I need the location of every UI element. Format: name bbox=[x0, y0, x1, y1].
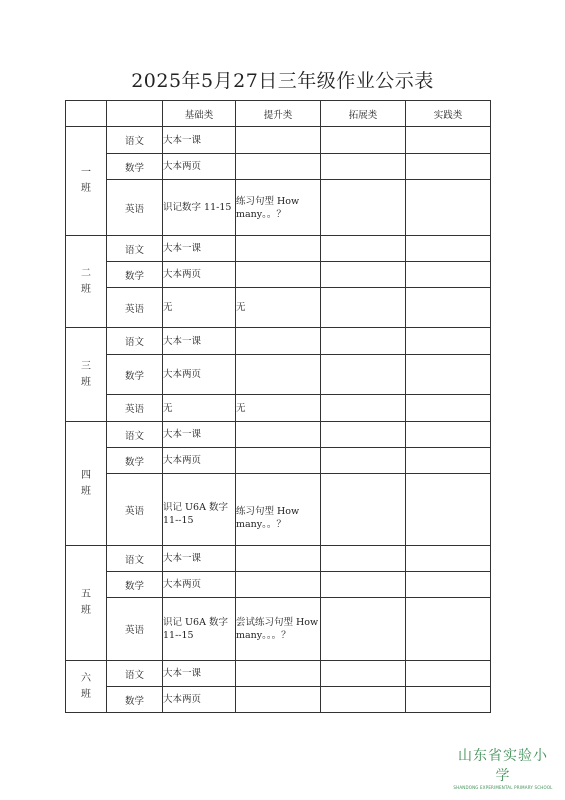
table-row bbox=[66, 236, 491, 262]
class-label: 三 班 bbox=[66, 328, 107, 422]
practice-cell bbox=[406, 687, 491, 713]
improve-cell bbox=[236, 572, 321, 598]
table-row bbox=[66, 661, 491, 687]
practice-cell bbox=[406, 127, 491, 154]
basic-cell: 大本一课 bbox=[163, 328, 236, 355]
extend-cell bbox=[321, 572, 406, 598]
table-row bbox=[66, 262, 491, 288]
page-title: 2025年5月27日三年级作业公示表 bbox=[131, 70, 434, 92]
basic-cell: 无 bbox=[163, 288, 236, 328]
improve-cell bbox=[236, 355, 321, 395]
extend-cell bbox=[321, 236, 406, 262]
header-cell-practice: 实践类 bbox=[406, 101, 491, 127]
improve-cell bbox=[236, 422, 321, 448]
table-row bbox=[66, 127, 491, 154]
table-row bbox=[66, 598, 491, 661]
extend-cell bbox=[321, 598, 406, 661]
class-label: 五 班 bbox=[66, 546, 107, 661]
basic-cell: 大本一课 bbox=[163, 127, 236, 154]
homework-table bbox=[65, 100, 491, 713]
basic-cell: 识记数字 11-15 bbox=[163, 180, 236, 236]
extend-cell bbox=[321, 355, 406, 395]
subject-cell: 英语 bbox=[107, 288, 163, 328]
subject-cell: 英语 bbox=[107, 395, 163, 422]
extend-cell bbox=[321, 127, 406, 154]
improve-cell: 练习句型 How many。。？ bbox=[236, 474, 321, 546]
improve-cell bbox=[236, 328, 321, 355]
subject-cell: 语文 bbox=[107, 236, 163, 262]
extend-cell bbox=[321, 661, 406, 687]
extend-cell bbox=[321, 395, 406, 422]
practice-cell bbox=[406, 448, 491, 474]
basic-cell: 无 bbox=[163, 395, 236, 422]
subject-cell: 数学 bbox=[107, 262, 163, 288]
basic-cell: 识记 U6A 数字 11--15 bbox=[163, 474, 236, 546]
practice-cell bbox=[406, 546, 491, 572]
practice-cell bbox=[406, 572, 491, 598]
table-row bbox=[66, 422, 491, 448]
practice-cell bbox=[406, 180, 491, 236]
extend-cell bbox=[321, 546, 406, 572]
subject-cell: 数学 bbox=[107, 448, 163, 474]
practice-cell bbox=[406, 328, 491, 355]
subject-cell: 数学 bbox=[107, 355, 163, 395]
subject-cell: 数学 bbox=[107, 572, 163, 598]
header-cell-improve: 提升类 bbox=[236, 101, 321, 127]
basic-cell: 大本两页 bbox=[163, 687, 236, 713]
extend-cell bbox=[321, 288, 406, 328]
practice-cell bbox=[406, 422, 491, 448]
improve-cell bbox=[236, 262, 321, 288]
extend-cell bbox=[321, 474, 406, 546]
practice-cell bbox=[406, 598, 491, 661]
practice-cell bbox=[406, 262, 491, 288]
basic-cell: 大本两页 bbox=[163, 572, 236, 598]
header-row bbox=[66, 101, 491, 127]
table-row bbox=[66, 448, 491, 474]
extend-cell bbox=[321, 154, 406, 180]
basic-cell: 大本一课 bbox=[163, 422, 236, 448]
practice-cell bbox=[406, 661, 491, 687]
extend-cell bbox=[321, 180, 406, 236]
table-row bbox=[66, 288, 491, 328]
basic-cell: 识记 U6A 数字 11--15 bbox=[163, 598, 236, 661]
improve-cell: 尝试练习句型 How many。。。？ bbox=[236, 598, 321, 661]
subject-cell: 数学 bbox=[107, 687, 163, 713]
header-cell-class bbox=[66, 101, 107, 127]
improve-cell bbox=[236, 661, 321, 687]
improve-cell bbox=[236, 448, 321, 474]
subject-cell: 英语 bbox=[107, 474, 163, 546]
basic-cell: 大本两页 bbox=[163, 154, 236, 180]
subject-cell: 语文 bbox=[107, 661, 163, 687]
extend-cell bbox=[321, 422, 406, 448]
subject-cell: 英语 bbox=[107, 598, 163, 661]
table-row bbox=[66, 572, 491, 598]
improve-cell bbox=[236, 127, 321, 154]
table-row bbox=[66, 180, 491, 236]
school-logo bbox=[453, 745, 553, 790]
table-row bbox=[66, 154, 491, 180]
improve-cell bbox=[236, 236, 321, 262]
practice-cell bbox=[406, 395, 491, 422]
practice-cell bbox=[406, 236, 491, 262]
improve-cell: 无 bbox=[236, 395, 321, 422]
header-cell-extend: 拓展类 bbox=[321, 101, 406, 127]
table-row bbox=[66, 546, 491, 572]
extend-cell bbox=[321, 687, 406, 713]
table-row bbox=[66, 355, 491, 395]
basic-cell: 大本两页 bbox=[163, 448, 236, 474]
basic-cell: 大本一课 bbox=[163, 661, 236, 687]
class-label: 四 班 bbox=[66, 422, 107, 546]
extend-cell bbox=[321, 328, 406, 355]
practice-cell bbox=[406, 154, 491, 180]
improve-cell: 无 bbox=[236, 288, 321, 328]
school-name-en: SHANDONG EXPERIMENTAL PRIMARY SCHOOL bbox=[453, 785, 553, 790]
class-label: 一 班 bbox=[66, 127, 107, 236]
header-cell-subject bbox=[107, 101, 163, 127]
practice-cell bbox=[406, 288, 491, 328]
basic-cell: 大本一课 bbox=[163, 236, 236, 262]
extend-cell bbox=[321, 448, 406, 474]
practice-cell bbox=[406, 474, 491, 546]
subject-cell: 语文 bbox=[107, 328, 163, 355]
subject-cell: 英语 bbox=[107, 180, 163, 236]
improve-cell bbox=[236, 546, 321, 572]
basic-cell: 大本一课 bbox=[163, 546, 236, 572]
subject-cell: 语文 bbox=[107, 546, 163, 572]
table-row bbox=[66, 328, 491, 355]
extend-cell bbox=[321, 262, 406, 288]
table-row bbox=[66, 474, 491, 546]
header-cell-basic: 基础类 bbox=[163, 101, 236, 127]
basic-cell: 大本两页 bbox=[163, 355, 236, 395]
class-label: 二 班 bbox=[66, 236, 107, 328]
improve-cell bbox=[236, 687, 321, 713]
subject-cell: 语文 bbox=[107, 422, 163, 448]
school-name-cn: 山东省实验小学 bbox=[458, 748, 548, 784]
improve-cell: 练习句型 How many。。？ bbox=[236, 180, 321, 236]
improve-cell bbox=[236, 154, 321, 180]
class-label: 六 班 bbox=[66, 661, 107, 713]
practice-cell bbox=[406, 355, 491, 395]
subject-cell: 语文 bbox=[107, 127, 163, 154]
table-row bbox=[66, 395, 491, 422]
table-row bbox=[66, 687, 491, 713]
basic-cell: 大本两页 bbox=[163, 262, 236, 288]
subject-cell: 数学 bbox=[107, 154, 163, 180]
